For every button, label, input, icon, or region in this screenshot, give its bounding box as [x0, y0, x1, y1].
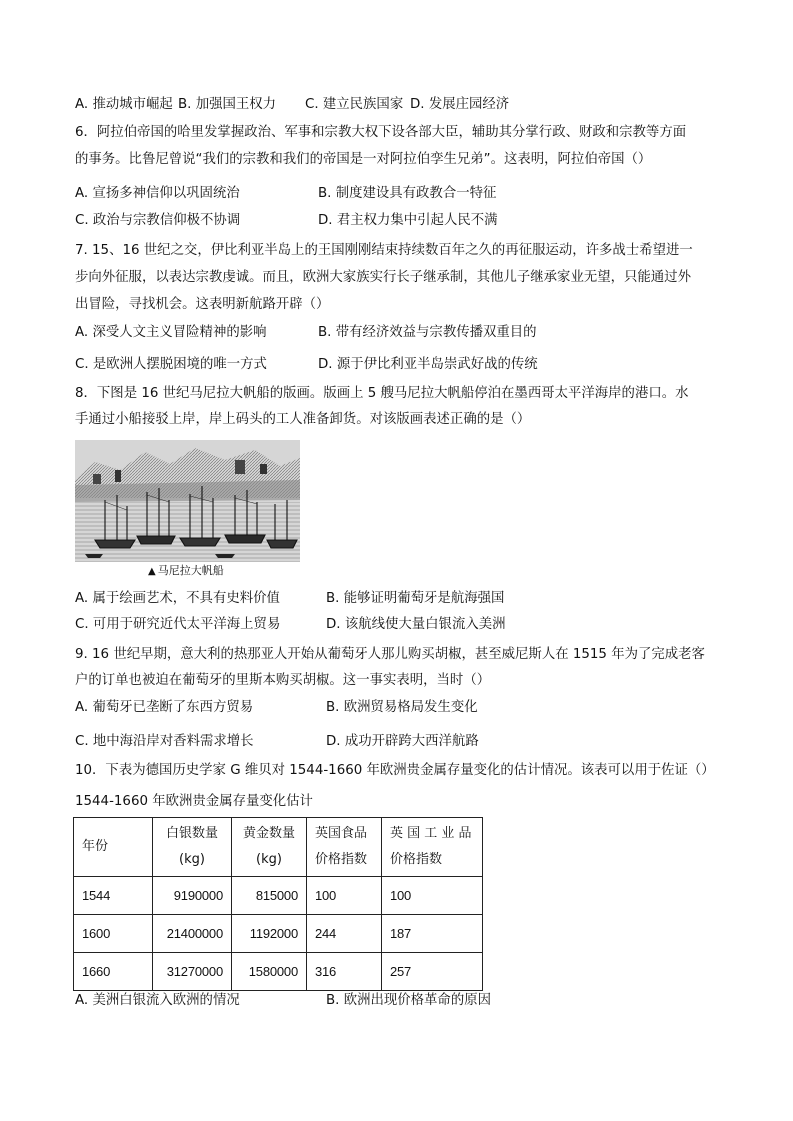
cell-silver: 9190000	[153, 877, 232, 915]
cell-silver: 31270000	[153, 953, 232, 991]
q5-option-d: D. 发展庄园经济	[410, 97, 510, 112]
q7-option-b: B. 带有经济效益与宗教传播双重目的	[318, 325, 537, 340]
header-gold	[232, 818, 307, 877]
q6-stem-line1: 6．阿拉伯帝国的哈里发掌握政治、军事和宗教大权下设各部大臣，辅助其分掌行政、财政和宗教等方面	[75, 125, 687, 140]
cell-year: 1660	[74, 953, 153, 991]
table-row	[74, 953, 483, 991]
precious-metal-table	[73, 817, 483, 991]
header-silver-line1: 白银数量	[165, 826, 218, 841]
header-silver-line2: (kg)	[179, 852, 205, 867]
header-gold-line2: (kg)	[256, 852, 282, 867]
q5-option-a: A. 推动城市崛起	[75, 97, 173, 112]
q6-option-d: D. 君主权力集中引起人民不满	[318, 213, 498, 228]
cell-gold: 1192000	[232, 915, 307, 953]
q9-option-d: D. 成功开辟跨大西洋航路	[326, 734, 479, 749]
q5-option-c: C. 建立民族国家	[305, 97, 404, 112]
q5-option-b: B. 加强国王权力	[178, 97, 277, 112]
q7-stem-line3: 出冒险，寻找机会。这表明新航路开辟（）	[75, 297, 330, 312]
cell-food-index: 100	[307, 877, 382, 915]
header-food-line2: 价格指数	[315, 852, 368, 867]
q10-stem: 10．下表为德国历史学家 G 维贝对 1544-1660 年欧洲贵金属存量变化的估计情况。该表可以用于佐证（）	[75, 763, 715, 778]
caption-triangle-icon: ▲	[148, 566, 156, 577]
header-gold-line1: 黄金数量	[242, 826, 295, 841]
cell-industrial-index: 187	[382, 915, 483, 953]
header-industrial	[382, 818, 483, 877]
header-year: 年份	[74, 818, 153, 877]
manila-galleon-engraving	[75, 440, 300, 562]
table-row	[74, 915, 483, 953]
cell-silver: 21400000	[153, 915, 232, 953]
q9-option-b: B. 欧洲贸易格局发生变化	[326, 700, 478, 715]
engraving-illustration	[75, 440, 300, 562]
q8-option-b: B. 能够证明葡萄牙是航海强国	[326, 591, 505, 606]
header-industrial-line1: 英 国 工 业 品	[390, 826, 472, 841]
q8-stem-line1: 8．下图是 16 世纪马尼拉大帆船的版画。版画上 5 艘马尼拉大帆船停泊在墨西哥太平洋海岸的港口。水	[75, 386, 689, 401]
q6-option-a: A. 宣扬多神信仰以巩固统治	[75, 186, 240, 201]
cell-gold: 1580000	[232, 953, 307, 991]
q7-option-a: A. 深受人文主义冒险精神的影响	[75, 325, 267, 340]
cell-gold: 815000	[232, 877, 307, 915]
header-industrial-line2: 价格指数	[390, 852, 443, 867]
q7-stem-line2: 步向外征服，以表达宗教虔诚。而且，欧洲大家族实行长子继承制，其他儿子继承家业无望，只能通过外	[75, 270, 691, 285]
q9-stem-line2: 户的订单也被迫在葡萄牙的里斯本购买胡椒。这一事实表明，当时（）	[75, 673, 491, 688]
q6-stem-line2: 的事务。比鲁尼曾说“我们的宗教和我们的帝国是一对阿拉伯孪生兄弟”。这表明，阿拉伯帝国（）	[75, 152, 652, 167]
q10-option-b: B. 欧洲出现价格革命的原因	[326, 993, 491, 1008]
q9-option-c: C. 地中海沿岸对香料需求增长	[75, 734, 254, 749]
q7-option-d: D. 源于伊比利亚半岛崇武好战的传统	[318, 357, 538, 372]
cell-year: 1544	[74, 877, 153, 915]
table-header-row	[74, 818, 483, 877]
q9-stem-line1: 9. 16 世纪早期，意大利的热那亚人开始从葡萄牙人那儿购买胡椒，甚至威尼斯人在 1515 年为了完成老客	[75, 647, 705, 662]
table-row	[74, 877, 483, 915]
table-title: 1544-1660 年欧洲贵金属存量变化估计	[75, 794, 313, 809]
cell-year: 1600	[74, 915, 153, 953]
q8-option-c: C. 可用于研究近代太平洋海上贸易	[75, 617, 281, 632]
cell-food-index: 244	[307, 915, 382, 953]
q8-option-d: D. 该航线使大量白银流入美洲	[326, 617, 506, 632]
header-silver	[153, 818, 232, 877]
q6-option-c: C. 政治与宗教信仰极不协调	[75, 213, 241, 228]
caption-text: 马尼拉大帆船	[157, 564, 224, 577]
q7-option-c: C. 是欧洲人摆脱困境的唯一方式	[75, 357, 267, 372]
q8-stem-line2: 手通过小船接驳上岸，岸上码头的工人准备卸货。对该版画表述正确的是（）	[75, 412, 531, 427]
header-food-line1: 英国食品	[315, 826, 368, 841]
q7-stem-line1: 7. 15、16 世纪之交，伊比利亚半岛上的王国刚刚结束持续数百年之久的再征服运动，许多战士希望进一	[75, 243, 693, 258]
q9-option-a: A. 葡萄牙已垄断了东西方贸易	[75, 700, 254, 715]
q6-option-b: B. 制度建设具有政教合一特征	[318, 186, 497, 201]
cell-industrial-index: 257	[382, 953, 483, 991]
q8-option-a: A. 属于绘画艺术，不具有史料价值	[75, 591, 280, 606]
cell-food-index: 316	[307, 953, 382, 991]
q10-option-a: A. 美洲白银流入欧洲的情况	[75, 993, 240, 1008]
header-food	[307, 818, 382, 877]
cell-industrial-index: 100	[382, 877, 483, 915]
figure-caption	[148, 563, 224, 580]
